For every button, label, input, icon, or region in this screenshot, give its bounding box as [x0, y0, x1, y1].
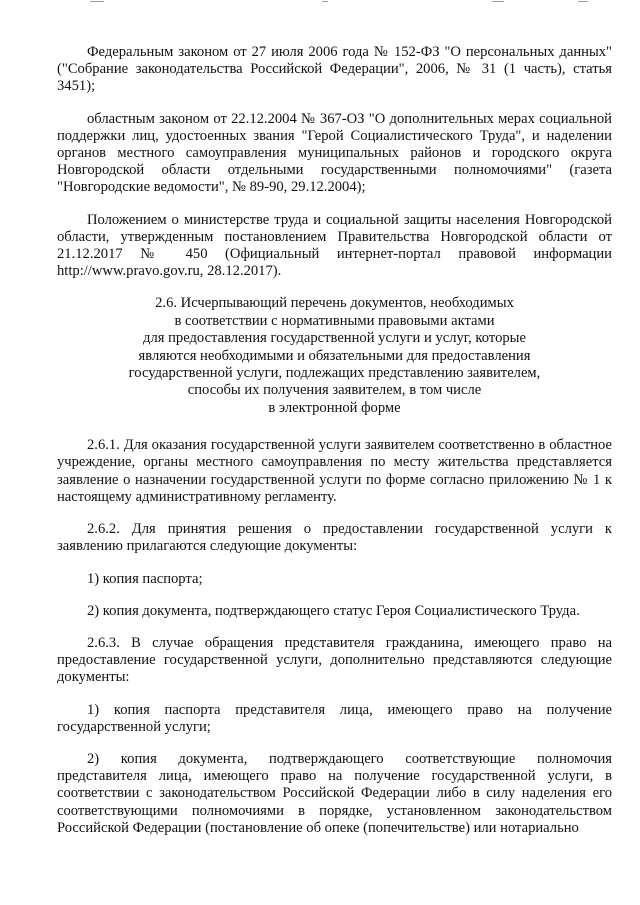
section-heading-line: в соответствии с нормативными правовыми актами — [174, 312, 495, 329]
section-heading — [57, 295, 612, 417]
scan-artifact — [322, 1, 328, 2]
scan-artifact — [90, 1, 104, 2]
list-item: 2) копия документа, подтверждающего статус Героя Социалистического Труда. — [87, 602, 580, 619]
section-heading-line: государственной услуги, подлежащих представлению заявителем, — [128, 365, 541, 382]
section-heading-line: 2.6. Исчерпывающий перечень документов, необходимых — [155, 295, 514, 312]
clause-paragraph: 2.6.2. Для принятия решения о предоставлении государственной услуги к заявлению прилагаются следующие документы: — [57, 521, 612, 555]
section-heading-line: являются необходимыми и обязательными для предоставления — [138, 347, 531, 364]
legal-basis-paragraph: областным законом от 22.12.2004 № 367-ОЗ "О дополнительных мерах социальной поддержки лиц, удостоенных звания "Герой Социалистического Труда", и наделении органов местного самоуправления муниципальных районов и городского округа Новгородской области отдельными государственными полномочиями" (газета "Новгородские ведомости", № 89-90, 29.12.2004); — [57, 110, 612, 196]
list-item: 1) копия паспорта; — [87, 570, 203, 587]
scan-artifact — [578, 1, 588, 2]
section-heading-line: в электронной форме — [268, 399, 401, 416]
document-page — [57, 44, 612, 852]
clause-paragraph: 2.6.1. Для оказания государственной услуги заявителем соответственно в областное учреждение, органы местного самоуправления по месту жительства представляется заявление о назначении государственной услуги по форме согласно приложению № 1 к настоящему административному регламенту. — [57, 437, 612, 505]
section-heading-line: способы их получения заявителем, в том числе — [187, 382, 482, 399]
scan-artifact — [492, 1, 504, 2]
list-item: 2) копия документа, подтверждающего соответствующие полномочия представителя лица, имеющего право на получение государственной услуги, в соответствии с законодательством Российской Федерации либо в силу наделения его соответствующими полномочиями в порядке, установленном законодательством Российской Федерации (постановление об опеке (попечительстве) или нотариально — [57, 750, 612, 836]
clause-paragraph: 2.6.3. В случае обращения представителя гражданина, имеющего право на предоставление государственной услуги, дополнительно представляются следующие документы: — [57, 634, 612, 686]
list-item: 1) копия паспорта представителя лица, имеющего право на получение государственной услуги; — [57, 701, 612, 735]
section-heading-line: для предоставления государственной услуги и услуг, которые — [143, 330, 526, 347]
legal-basis-paragraph: Положением о министерстве труда и социальной защиты населения Новгородской области, утвержденным постановлением Правительства Новгородской области от 21.12.2017 № 450 (Официальный интернет-портал правовой информации http://www.pravo.gov.ru, 28.12.2017). — [57, 211, 612, 280]
legal-basis-paragraph: Федеральным законом от 27 июля 2006 года № 152-ФЗ "О персональных данных" ("Собрание законодательства Российской Федерации", 2006, № 31 (1 часть), статья 3451); — [57, 44, 612, 95]
